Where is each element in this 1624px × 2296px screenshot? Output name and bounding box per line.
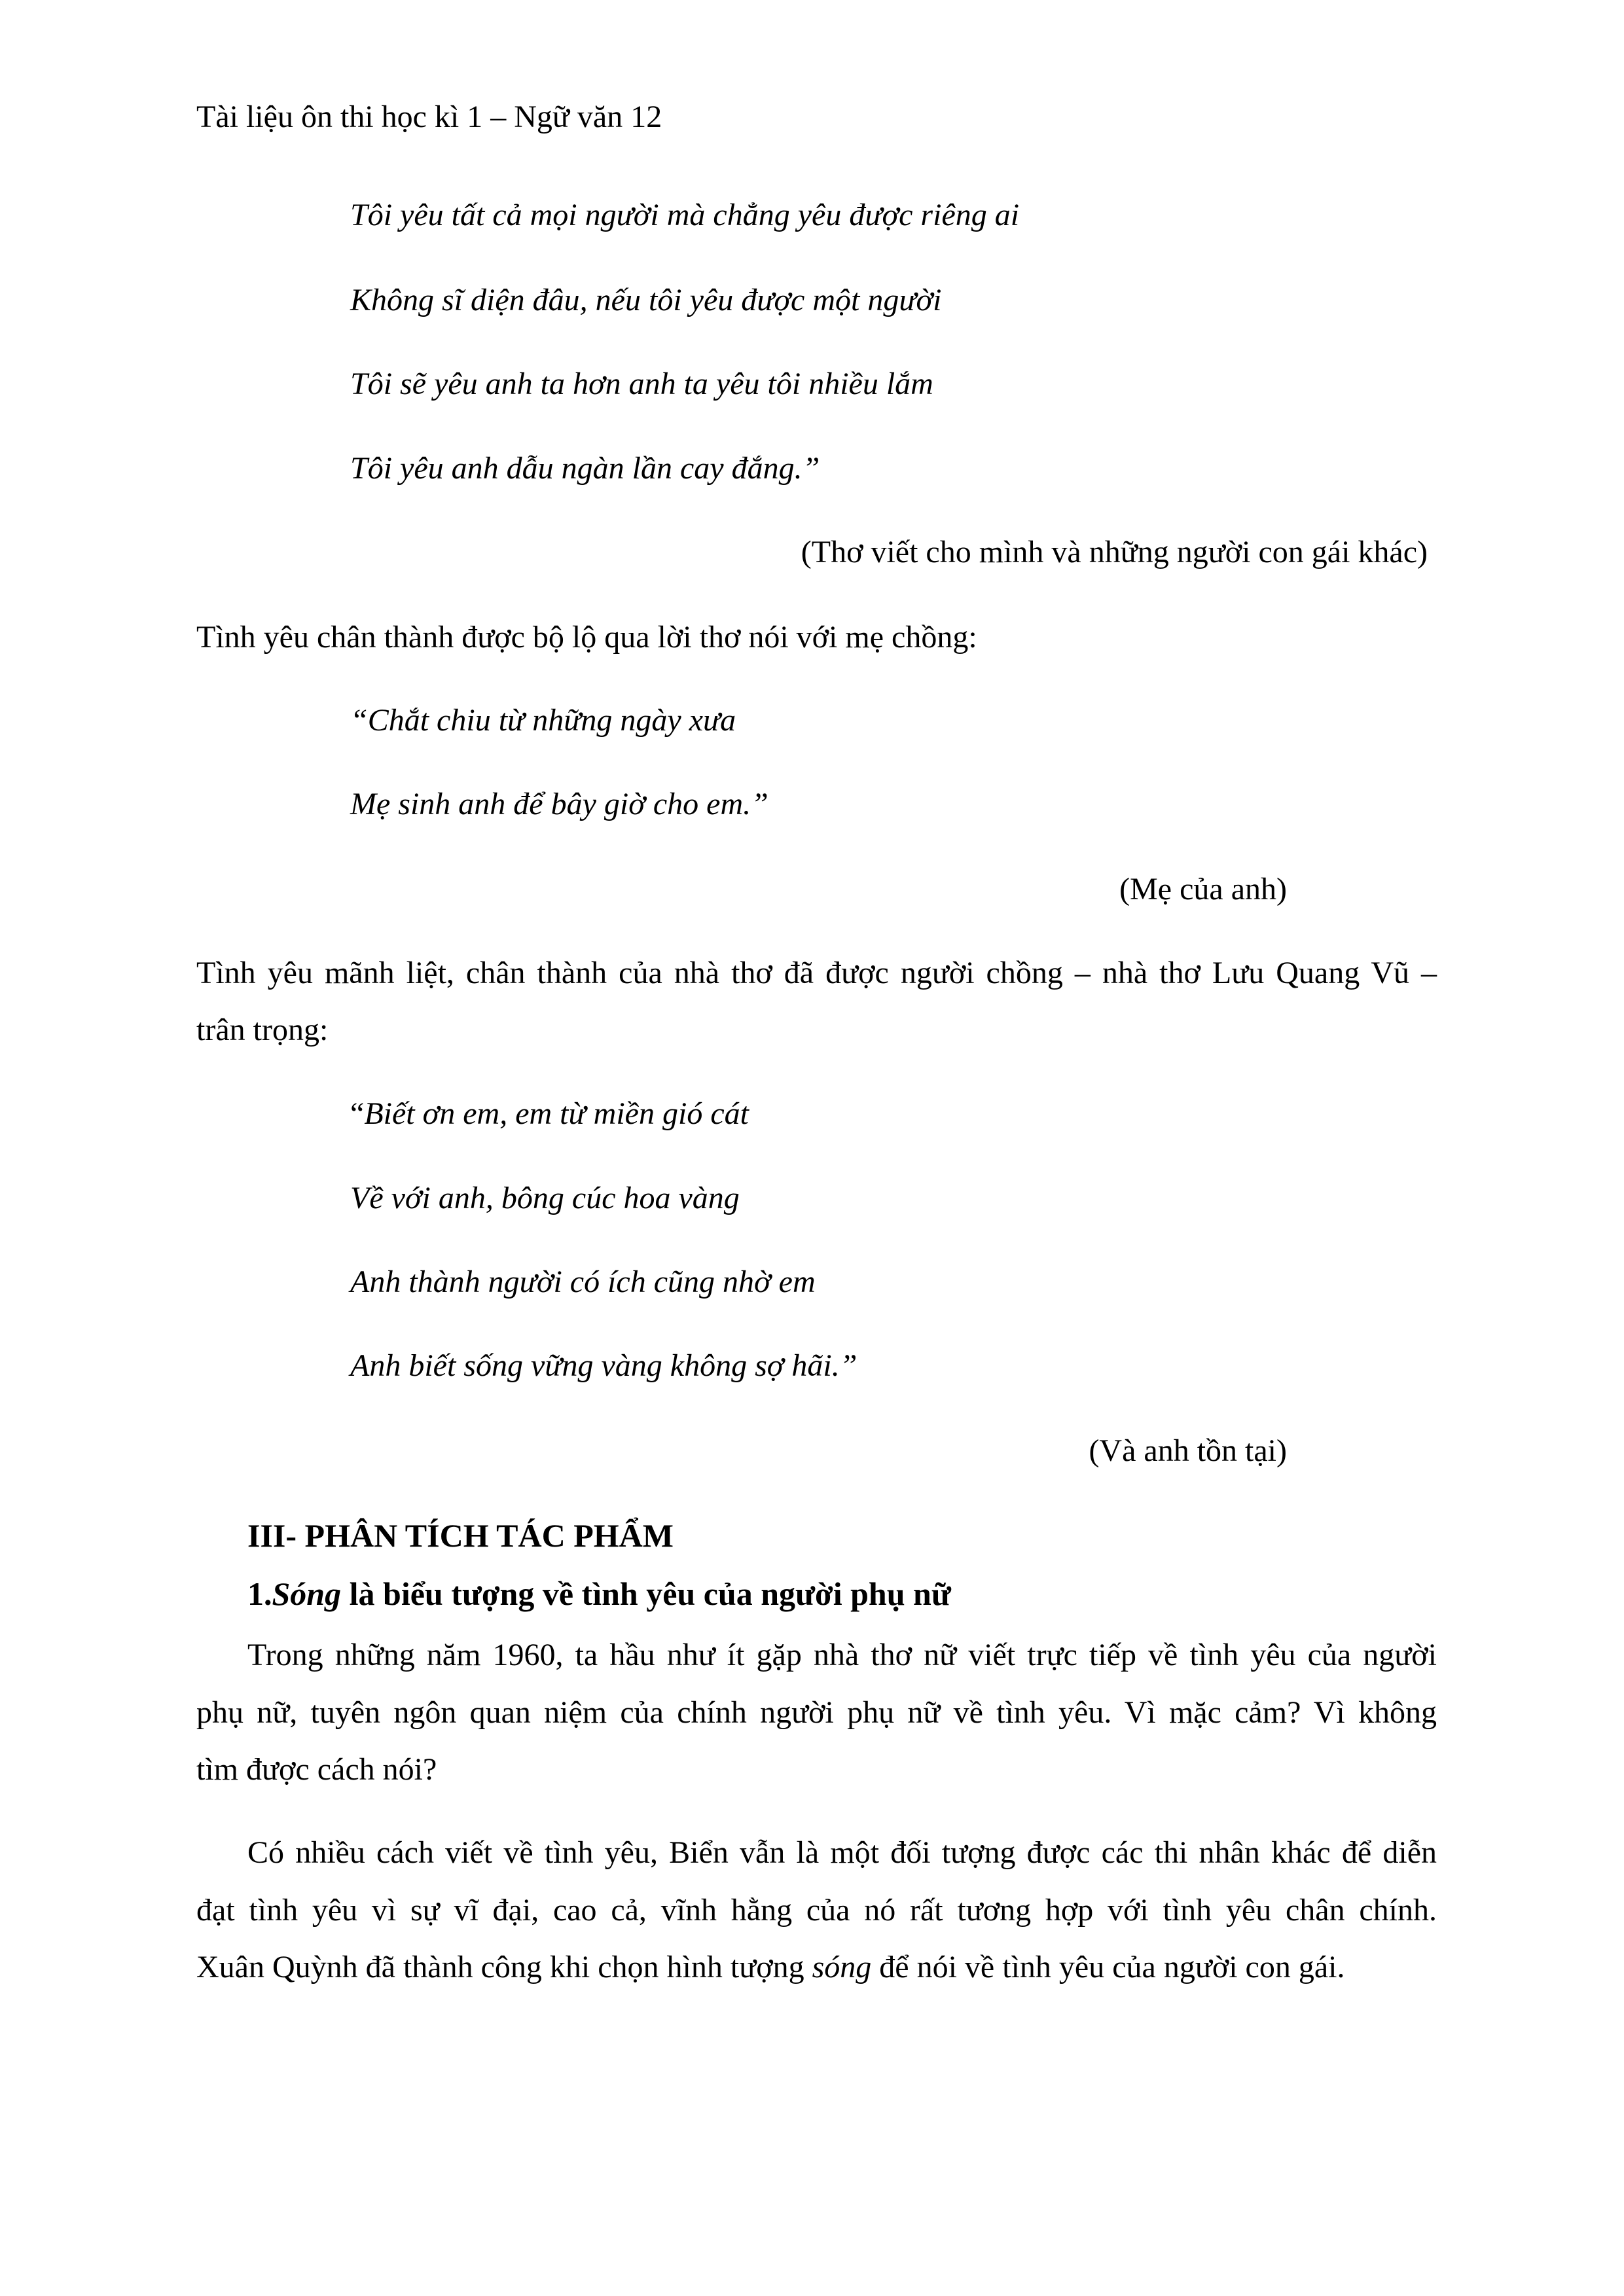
para2-line-2: trân trọng: xyxy=(196,1013,329,1047)
poem3-line-3: Anh thành người có ích cũng nhờ em xyxy=(350,1265,816,1299)
para4-line-3-after: để nói về tình yêu của người con gái. xyxy=(871,1950,1345,1984)
poem1-source: (Thơ viết cho mình và những người con gái khác) xyxy=(801,535,1428,569)
subheading-italic-word: Sóng xyxy=(272,1575,342,1612)
para3-line-3: tìm được cách nói? xyxy=(196,1752,437,1787)
poem3-line-2: Về với anh, bông cúc hoa vàng xyxy=(350,1181,740,1215)
section-subheading xyxy=(247,1574,951,1613)
para4-line-1: Có nhiều cách viết về tình yêu, Biển vẫn là một đối tượng được các thi nhân khác để diễn xyxy=(247,1835,1437,1870)
para1-line: Tình yêu chân thành được bộ lộ qua lời thơ nói với mẹ chồng: xyxy=(196,620,977,655)
subheading-rest: là biểu tượng về tình yêu của người phụ nữ xyxy=(341,1575,951,1612)
para4-line-3 xyxy=(196,1948,1345,1986)
para4-line-2: đạt tình yêu vì sự vĩ đại, cao cả, vĩnh hằng của nó rất tương hợp với tình yêu chân chính. xyxy=(196,1893,1437,1928)
poem1-line-2: Không sĩ diện đâu, nếu tôi yêu được một người xyxy=(350,283,942,317)
poem3-open-quote: “ xyxy=(350,1096,365,1131)
page-header: Tài liệu ôn thi học kì 1 – Ngữ văn 12 xyxy=(196,99,662,134)
para3-line-2: phụ nữ, tuyên ngôn quan niệm của chính người phụ nữ về tình yêu. Vì mặc cảm? Vì không xyxy=(196,1695,1437,1730)
poem1-line-1: Tôi yêu tất cả mọi người mà chẳng yêu được riêng ai xyxy=(350,198,1020,232)
poem3-line-1 xyxy=(350,1095,749,1133)
para4-line-3-italic: sóng xyxy=(812,1950,872,1984)
para2-line-1: Tình yêu mãnh liệt, chân thành của nhà thơ đã được người chồng – nhà thơ Lưu Quang Vũ – xyxy=(196,956,1437,990)
poem3-source: (Và anh tồn tại) xyxy=(1089,1433,1287,1468)
poem1-line-4: Tôi yêu anh dẫu ngàn lần cay đắng.” xyxy=(350,451,820,486)
poem2-line-1: “Chắt chiu từ những ngày xưa xyxy=(350,703,736,738)
poem3-line-4: Anh biết sống vững vàng không sợ hãi.” xyxy=(350,1348,857,1383)
poem1-line-3: Tôi sẽ yêu anh ta hơn anh ta yêu tôi nhiều lắm xyxy=(350,367,933,401)
poem3-line-1-text: Biết ơn em, em từ miền gió cát xyxy=(364,1096,749,1131)
para4-line-3-before: Xuân Quỳnh đã thành công khi chọn hình tượng xyxy=(196,1950,812,1984)
subheading-number: 1. xyxy=(247,1575,272,1612)
para3-line-1: Trong những năm 1960, ta hầu như ít gặp nhà thơ nữ viết trực tiếp về tình yêu của người xyxy=(247,1638,1437,1672)
poem2-source: (Mẹ của anh) xyxy=(1119,872,1287,906)
section-heading: III- PHÂN TÍCH TÁC PHẨM xyxy=(247,1517,674,1554)
poem2-line-2: Mẹ sinh anh để bây giờ cho em.” xyxy=(350,787,768,821)
